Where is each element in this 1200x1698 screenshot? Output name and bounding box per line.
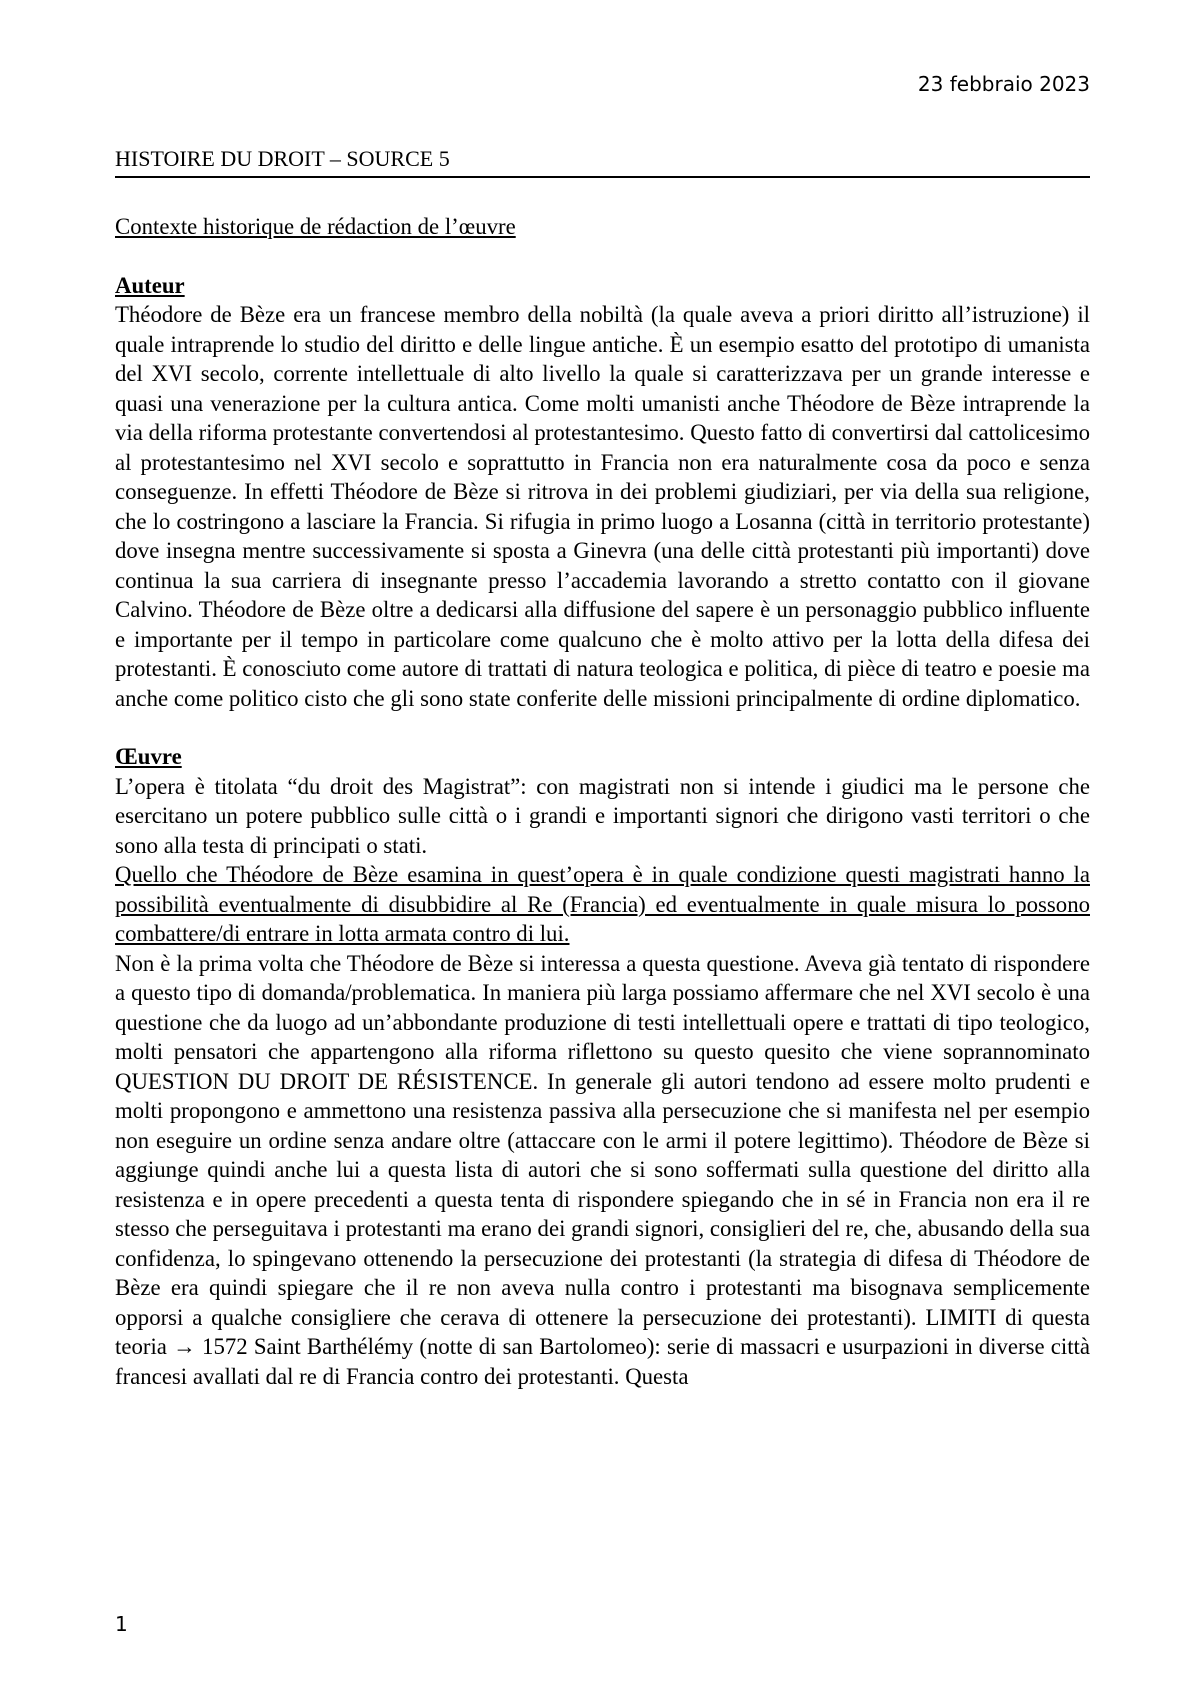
spacer (115, 242, 1090, 271)
spacer (115, 713, 1090, 742)
paragraph-oeuvre-continuation: Non è la prima volta che Théodore de Bèze si interessa a questa questione. Aveva già tentato di rispondere a questo tipo di domanda/problematica. In maniera più larga possiamo affermare che nel XVI secolo è una questione che da luogo ad un’abbondante produzione di testi intellettuali opere e trattati di tipo teologico, molti pensatori che appartengono alla riforma riflettono su questo quesito che viene soprannominato QUESTION DU DROIT DE RÉSISTENCE. In generale gli autori tendono ad essere molto prudenti e molti propongono e ammettono una resistenza passiva alla persecuzione che si manifesta nel per esempio non eseguire un ordine senza andare oltre (attaccare con le armi il potere legittimo). Théodore de Bèze si aggiunge quindi anche lui a questa lista di autori che si sono soffermati sulla questione del diritto alla resistenza e in opere precedenti a questa tenta di rispondere spiegando che in sé in Francia non era il re stesso che perseguitava i protestanti ma erano dei grandi signori, consiglieri del re, che, abusando della sua confidenza, lo spingevano ottenendo la persecuzione dei protestanti (la strategia di difesa di Théodore de Bèze era quindi spiegare che il re non aveva nulla contro i protestanti ma bisognava semplicemente opporsi a qualche consigliere che cerava di ottenere la persecuzione dei protestanti). LIMITI di questa teoria → 1572 Saint Barthélémy (notte di san Bartolomeo): serie di massacri e usurpazioni in diverse città francesi avallati dal re di Francia contro dei protestanti. Questa (115, 950, 1090, 1389)
document-title: HISTOIRE DU DROIT – SOURCE 5 (115, 146, 1090, 178)
page-number: 1 (115, 1612, 128, 1636)
paragraph-auteur: Théodore de Bèze era un francese membro della nobiltà (la quale aveva a priori diritto all’istruzione) il quale intraprende lo studio del diritto e delle lingue antiche. È un esempio esatto del prototipo di umanista del XVI secolo, corrente intellettuale di alto livello la quale si caratterizzava per un grande interesse e quasi una venerazione per la cultura antica. Come molti umanisti anche Théodore de Bèze intraprende la via della riforma protestante convertendosi al protestantesimo. Questo fatto di convertirsi dal cattolicesimo al protestantesimo nel XVI secolo e soprattutto in Francia non era naturalmente cosa da poco e senza conseguenze. In effetti Théodore de Bèze si ritrova in dei problemi giudiziari, per via della sua religione, che lo costringono a lasciare la Francia. Si rifugia in primo luogo a Losanna (città in territorio protestante) dove insegna mentre successivamente si sposta a Ginevra (una delle città protestanti più importanti) dove continua la sua carriera di insegnante presso l’accademia lavorando a stretto contatto con il giovane Calvino. Théodore de Bèze oltre a dedicarsi alla diffusione del sapere è un personaggio pubblico influente e importante per il tempo in particolare come qualcuno che è molto attivo per la lotta della difesa dei protestanti. È conosciuto come autore di trattati di natura teologica e politica, di pièce di teatro e poesie ma anche come politico cisto che gli sono state conferite delle missioni principalmente di ordine diplomatico. (115, 302, 1090, 711)
document-body (115, 212, 1090, 1391)
paragraph-oeuvre-underlined: Quello che Théodore de Bèze esamina in quest’opera è in quale condizione questi magistrati hanno la possibilità eventualmente di disubbidire al Re (Francia) ed eventualmente in quale misura lo possono combattere/di entrare in lotta armata contro di lui. (115, 862, 1090, 946)
section-subtitle: Contexte historique de rédaction de l’œuvre (115, 214, 516, 239)
document-date: 23 febbraio 2023 (917, 72, 1090, 96)
paragraph-oeuvre-intro: L’opera è titolata “du droit des Magistrat”: con magistrati non si intende i giudici ma le persone che esercitano un potere pubblico sulle città o i grandi e importanti signori che dirigono vasti territori o che sono alla testa di principati o stati. (115, 773, 1090, 858)
section-heading-oeuvre: Œuvre (115, 744, 182, 769)
section-heading-auteur: Auteur (115, 272, 185, 298)
